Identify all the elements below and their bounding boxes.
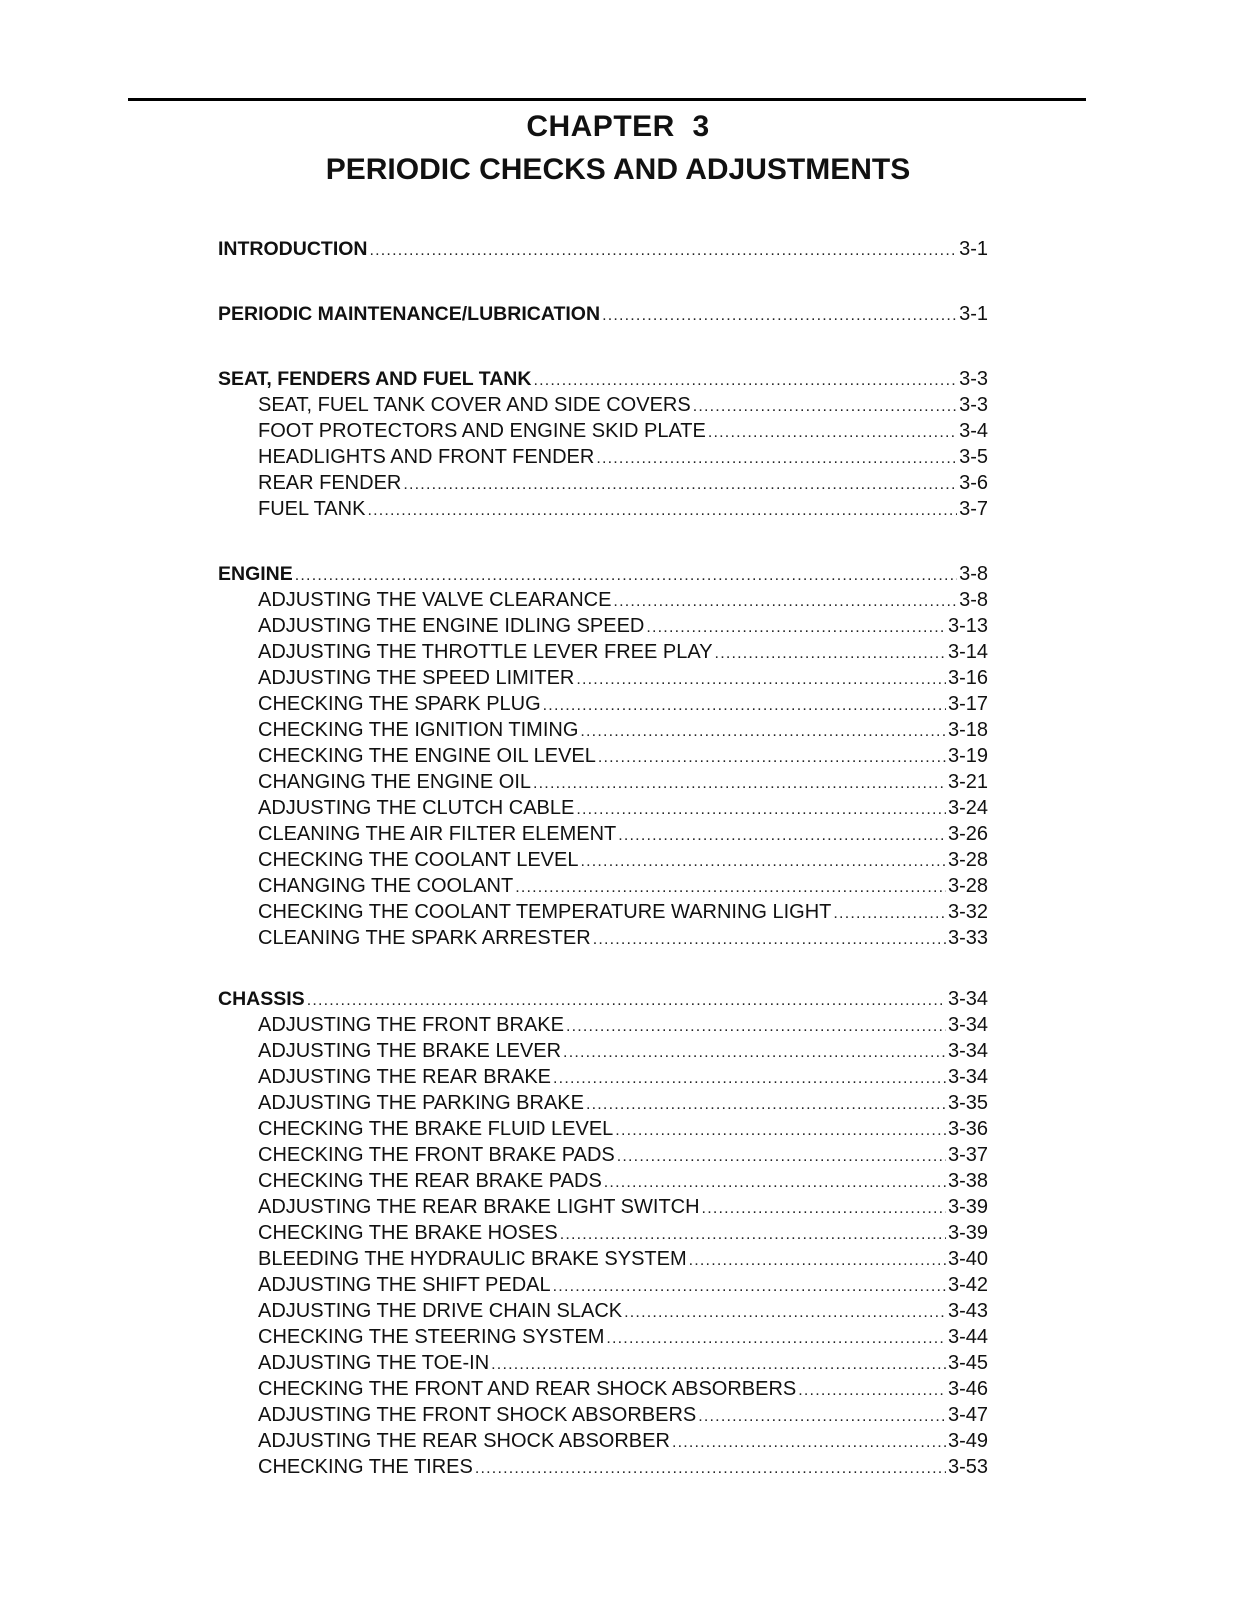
toc-subentry-title: ADJUSTING THE THROTTLE LEVER FREE PLAY — [258, 641, 713, 663]
toc-subentry-title: CHECKING THE ENGINE OIL LEVEL — [258, 745, 596, 767]
toc-subentry-page: 3-32 — [947, 901, 988, 923]
toc-subentry-title: CHECKING THE BRAKE HOSES — [258, 1222, 558, 1244]
toc-subentry-title: CLEANING THE AIR FILTER ELEMENT — [258, 823, 617, 845]
toc-subentry-page: 3-34 — [947, 1014, 988, 1036]
dot-leader — [553, 1066, 946, 1090]
toc-subentry[interactable] — [218, 1402, 988, 1428]
dot-leader — [491, 1352, 946, 1376]
toc-subentry-title: ADJUSTING THE SHIFT PEDAL — [258, 1274, 551, 1296]
toc-subentry-page: 3-33 — [947, 927, 988, 949]
toc-subentry-title: ADJUSTING THE CLUTCH CABLE — [258, 797, 575, 819]
dot-leader — [295, 563, 957, 587]
dot-leader — [646, 615, 946, 639]
toc-subentry-title: CHECKING THE BRAKE FLUID LEVEL — [258, 1118, 614, 1140]
toc-subentry[interactable] — [218, 1064, 988, 1090]
toc-subentry-title: ADJUSTING THE REAR BRAKE LIGHT SWITCH — [258, 1196, 700, 1218]
toc-subentry[interactable] — [218, 1168, 988, 1194]
header-rule — [128, 98, 1086, 101]
toc-subentry-title: ADJUSTING THE FRONT BRAKE — [258, 1014, 564, 1036]
toc-subentry-title: CLEANING THE SPARK ARRESTER — [258, 927, 591, 949]
dot-leader — [307, 988, 946, 1012]
dot-leader — [596, 446, 957, 470]
toc-entry-page: 3-1 — [959, 238, 988, 260]
toc-subentry-page: 3-42 — [947, 1274, 988, 1296]
dot-leader — [543, 693, 946, 717]
dot-leader — [370, 238, 958, 262]
dot-leader — [553, 1274, 946, 1298]
toc-subentry[interactable] — [218, 496, 988, 522]
chapter-title: PERIODIC CHECKS AND ADJUSTMENTS — [325, 153, 911, 186]
toc-entry[interactable] — [218, 301, 988, 327]
dot-leader — [606, 1326, 946, 1350]
toc-subentry-page: 3-34 — [947, 1040, 988, 1062]
toc-subentry-title: CHECKING THE REAR BRAKE PADS — [258, 1170, 602, 1192]
toc-subentry-page: 3-36 — [947, 1118, 988, 1140]
toc-subentry-title: FOOT PROTECTORS AND ENGINE SKID PLATE — [258, 420, 706, 442]
toc-subentry-page: 3-44 — [947, 1326, 988, 1348]
dot-leader — [613, 589, 957, 613]
dot-leader — [708, 420, 957, 444]
toc-subentry[interactable] — [218, 925, 988, 951]
dot-leader — [617, 1144, 946, 1168]
dot-leader — [604, 1170, 946, 1194]
toc-subentry-title: REAR FENDER — [258, 472, 402, 494]
toc-subentry[interactable] — [218, 717, 988, 743]
toc-subentry-page: 3-49 — [947, 1430, 988, 1452]
toc-subentry[interactable] — [218, 873, 988, 899]
toc-subentry-title: ADJUSTING THE REAR SHOCK ABSORBER — [258, 1430, 670, 1452]
toc-subentry-page: 3-5 — [959, 446, 988, 468]
toc-subentry-page: 3-16 — [947, 667, 988, 689]
dot-leader — [615, 1118, 946, 1142]
dot-leader — [618, 823, 946, 847]
toc-subentry-page: 3-24 — [947, 797, 988, 819]
toc-subentry-title: ADJUSTING THE FRONT SHOCK ABSORBERS — [258, 1404, 697, 1426]
dot-leader — [533, 368, 957, 392]
dot-leader — [580, 719, 946, 743]
toc-subentry[interactable] — [218, 1194, 988, 1220]
toc-subentry-title: CHECKING THE SPARK PLUG — [258, 693, 541, 715]
toc-subentry-title: BLEEDING THE HYDRAULIC BRAKE SYSTEM — [258, 1248, 687, 1270]
toc-subentry[interactable] — [218, 1350, 988, 1376]
toc-subentry[interactable] — [218, 639, 988, 665]
toc-subentry-page: 3-13 — [947, 615, 988, 637]
dot-leader — [598, 745, 946, 769]
toc-subentry[interactable] — [218, 665, 988, 691]
toc-subentry[interactable] — [218, 1220, 988, 1246]
toc-subentry[interactable] — [218, 613, 988, 639]
dot-leader — [702, 1196, 946, 1220]
toc-subentry-page: 3-43 — [947, 1300, 988, 1322]
toc-subentry[interactable] — [218, 1454, 988, 1480]
dot-leader — [593, 927, 946, 951]
toc-subentry-title: CHANGING THE COOLANT — [258, 875, 514, 897]
toc-subentry-page: 3-35 — [947, 1092, 988, 1114]
toc-section-periodic-maintenance — [218, 301, 988, 327]
toc-subentry-title: ADJUSTING THE REAR BRAKE — [258, 1066, 552, 1088]
toc-subentry[interactable] — [218, 1012, 988, 1038]
toc-subentry-page: 3-17 — [947, 693, 988, 715]
dot-leader — [624, 1300, 946, 1324]
toc-subentry[interactable] — [218, 1298, 988, 1324]
toc-subentry-page: 3-18 — [947, 719, 988, 741]
toc-subentry-title: CHECKING THE STEERING SYSTEM — [258, 1326, 605, 1348]
toc-entry-title: ENGINE — [218, 563, 293, 585]
toc-subentry-title: CHECKING THE COOLANT TEMPERATURE WARNING LIGHT — [258, 901, 832, 923]
toc-subentry[interactable] — [218, 1428, 988, 1454]
dot-leader — [560, 1222, 946, 1246]
toc-subentry[interactable] — [218, 821, 988, 847]
toc-subentry-page: 3-3 — [959, 394, 988, 416]
toc-subentry[interactable] — [218, 1324, 988, 1350]
toc-subentry-page: 3-47 — [947, 1404, 988, 1426]
dot-leader — [586, 1092, 946, 1116]
dot-leader — [715, 641, 946, 665]
dot-leader — [533, 771, 946, 795]
toc-subentry-title: CHECKING THE FRONT AND REAR SHOCK ABSORBERS — [258, 1378, 797, 1400]
toc-subentry-page: 3-19 — [947, 745, 988, 767]
toc-subentry-title: ADJUSTING THE VALVE CLEARANCE — [258, 589, 612, 611]
toc-subentry-title: ADJUSTING THE TOE-IN — [258, 1352, 490, 1374]
toc-entry-page: 3-1 — [959, 303, 988, 325]
toc-subentry-page: 3-4 — [959, 420, 988, 442]
toc-subentry-page: 3-53 — [947, 1456, 988, 1478]
dot-leader — [576, 667, 946, 691]
toc-subentry[interactable] — [218, 392, 988, 418]
toc-subentry[interactable] — [218, 847, 988, 873]
toc-section-seat-fenders — [218, 366, 988, 522]
dot-leader — [580, 849, 946, 873]
toc-entry-title: INTRODUCTION — [218, 238, 368, 260]
chapter-number: CHAPTER 3 — [526, 110, 710, 143]
toc-entry-title: SEAT, FENDERS AND FUEL TANK — [218, 368, 532, 390]
toc-subentry-title: CHANGING THE ENGINE OIL — [258, 771, 532, 793]
toc-subentry[interactable] — [218, 470, 988, 496]
dot-leader — [602, 303, 957, 327]
toc-subentry-title: CHECKING THE FRONT BRAKE PADS — [258, 1144, 615, 1166]
toc-subentry-title: CHECKING THE TIRES — [258, 1456, 473, 1478]
toc-subentry-title: CHECKING THE COOLANT LEVEL — [258, 849, 579, 871]
toc-subentry-page: 3-26 — [947, 823, 988, 845]
toc-subentry-title: ADJUSTING THE DRIVE CHAIN SLACK — [258, 1300, 623, 1322]
toc-subentry[interactable] — [218, 444, 988, 470]
toc-subentry-page: 3-14 — [947, 641, 988, 663]
toc-subentry[interactable] — [218, 1142, 988, 1168]
dot-leader — [566, 1014, 946, 1038]
toc-subentry[interactable] — [218, 1116, 988, 1142]
dot-leader — [515, 875, 946, 899]
dot-leader — [563, 1040, 946, 1064]
toc-subentry-page: 3-8 — [959, 589, 988, 611]
toc-section-engine — [218, 561, 988, 951]
toc-subentry-page: 3-28 — [947, 875, 988, 897]
toc-subentry[interactable] — [218, 1376, 988, 1402]
toc-subentry[interactable] — [218, 1246, 988, 1272]
toc-subentry-page: 3-7 — [959, 498, 988, 520]
toc-subentry-title: CHECKING THE IGNITION TIMING — [258, 719, 579, 741]
toc-subentry-page: 3-37 — [947, 1144, 988, 1166]
toc-subentry[interactable] — [218, 743, 988, 769]
toc-entry[interactable] — [218, 986, 988, 1012]
dot-leader — [798, 1378, 946, 1402]
toc-entry-page: 3-8 — [959, 563, 988, 585]
toc-subentry-page: 3-45 — [947, 1352, 988, 1374]
dot-leader — [698, 1404, 946, 1428]
dot-leader — [576, 797, 946, 821]
toc-subentry-page: 3-40 — [947, 1248, 988, 1270]
toc-entry-title: PERIODIC MAINTENANCE/LUBRICATION — [218, 303, 601, 325]
toc-subentry-page: 3-39 — [947, 1196, 988, 1218]
toc-subentry-page: 3-46 — [947, 1378, 988, 1400]
toc-subentry[interactable] — [218, 1272, 988, 1298]
toc-entry-page: 3-34 — [947, 988, 988, 1010]
toc-subentry-title: ADJUSTING THE ENGINE IDLING SPEED — [258, 615, 645, 637]
dot-leader — [403, 472, 957, 496]
toc-subentry-page: 3-28 — [947, 849, 988, 871]
toc-entry[interactable] — [218, 561, 988, 587]
toc-subentry[interactable] — [218, 587, 988, 613]
toc-entry[interactable] — [218, 236, 988, 262]
toc-subentry[interactable] — [218, 1090, 988, 1116]
toc-entry[interactable] — [218, 366, 988, 392]
toc-subentry[interactable] — [218, 899, 988, 925]
toc-section-introduction — [218, 236, 988, 262]
toc-subentry[interactable] — [218, 691, 988, 717]
toc-subentry-title: SEAT, FUEL TANK COVER AND SIDE COVERS — [258, 394, 691, 416]
toc-subentry-title: HEADLIGHTS AND FRONT FENDER — [258, 446, 595, 468]
dot-leader — [367, 498, 957, 522]
toc-subentry-page: 3-6 — [959, 472, 988, 494]
dot-leader — [689, 1248, 946, 1272]
toc-subentry[interactable] — [218, 795, 988, 821]
toc-subentry-page: 3-21 — [947, 771, 988, 793]
toc-subentry-title: ADJUSTING THE BRAKE LEVER — [258, 1040, 562, 1062]
toc-subentry-title: ADJUSTING THE SPEED LIMITER — [258, 667, 575, 689]
toc-subentry-page: 3-38 — [947, 1170, 988, 1192]
toc-subentry-title: ADJUSTING THE PARKING BRAKE — [258, 1092, 584, 1114]
dot-leader — [693, 394, 957, 418]
toc-entry-page: 3-3 — [959, 368, 988, 390]
toc-subentry-page: 3-39 — [947, 1222, 988, 1244]
toc-subentry-page: 3-34 — [947, 1066, 988, 1088]
dot-leader — [672, 1430, 946, 1454]
dot-leader — [475, 1456, 946, 1480]
toc-entry-title: CHASSIS — [218, 988, 305, 1010]
dot-leader — [833, 901, 946, 925]
toc-section-chassis — [218, 986, 988, 1480]
toc-subentry[interactable] — [218, 418, 988, 444]
toc-subentry[interactable] — [218, 1038, 988, 1064]
toc-subentry-title: FUEL TANK — [258, 498, 366, 520]
toc-subentry[interactable] — [218, 769, 988, 795]
